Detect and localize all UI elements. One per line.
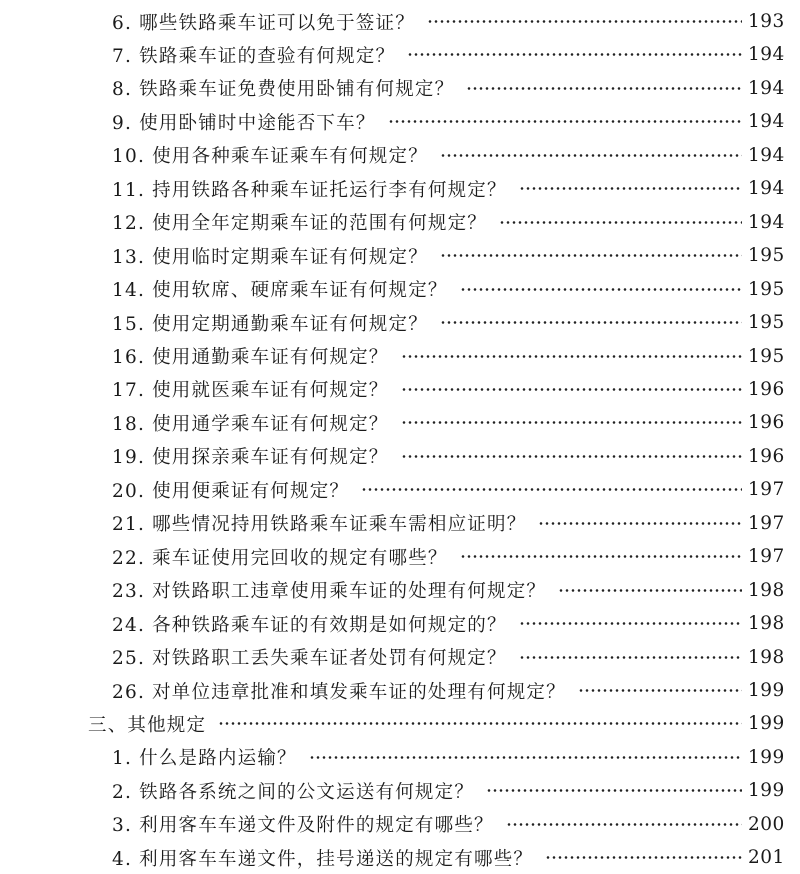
toc-entry — [0, 507, 800, 540]
dot-leader — [440, 239, 742, 272]
toc-entry — [0, 540, 800, 573]
toc-page-number: 199 — [748, 680, 785, 701]
toc-entry — [0, 5, 800, 38]
toc-entry-title: 2. 铁路各系统之间的公文运送有何规定？ — [112, 781, 475, 803]
dot-leader — [499, 206, 742, 239]
toc-page-number: 194 — [748, 211, 785, 233]
toc-entry — [0, 607, 800, 640]
dot-leader — [407, 38, 742, 71]
toc-entry-title: 25. 对铁路职工丢失乘车证者处罚有何规定？ — [112, 648, 507, 670]
toc-page-number: 198 — [748, 579, 785, 601]
toc-page-number: 194 — [748, 44, 785, 66]
dot-leader — [506, 808, 742, 841]
toc-entry-title: 23. 对铁路职工违章使用乘车证的处理有何规定？ — [112, 581, 547, 603]
dot-leader — [401, 406, 742, 439]
dot-leader — [401, 440, 742, 473]
toc-entry-title: 18. 使用通学乘车证有何规定？ — [112, 413, 389, 435]
toc-entry-title: 10. 使用各种乘车证乘车有何规定？ — [112, 146, 428, 168]
toc-entry — [0, 406, 800, 439]
toc-entry-title: 7. 铁路乘车证的查验有何规定？ — [112, 45, 396, 67]
toc-entry — [0, 239, 800, 272]
toc-page-number: 200 — [748, 813, 785, 835]
toc-entry — [0, 373, 800, 406]
toc-page-number: 199 — [748, 713, 785, 735]
dot-leader — [578, 674, 742, 707]
toc-entry-title: 1. 什么是路内运输？ — [112, 748, 297, 770]
toc-entry-title: 13. 使用临时定期乘车证有何规定？ — [112, 246, 428, 268]
toc-entry — [0, 38, 800, 71]
toc-page-number: 195 — [748, 345, 785, 367]
toc-entry-title: 17. 使用就医乘车证有何规定？ — [112, 380, 389, 402]
toc-entry — [0, 674, 800, 707]
dot-leader — [519, 172, 742, 205]
toc-entry-title: 8. 铁路乘车证免费使用卧铺有何规定？ — [112, 79, 455, 101]
dot-leader — [460, 540, 742, 573]
toc-entry-title: 24. 各种铁路乘车证的有效期是如何规定的？ — [112, 614, 507, 636]
toc-entry-title: 26. 对单位违章批准和填发乘车证的处理有何规定？ — [112, 681, 566, 703]
toc-page-number: 196 — [748, 412, 785, 434]
toc-page-number: 197 — [748, 546, 785, 568]
toc-section-heading — [0, 707, 800, 740]
dot-leader — [519, 607, 742, 640]
toc-entry-title: 4. 利用客车车递文件，挂号递送的规定有哪些？ — [112, 848, 534, 870]
toc-entry — [0, 808, 800, 841]
dot-leader — [545, 841, 742, 874]
toc-entry — [0, 273, 800, 306]
toc-page-number: 196 — [748, 378, 785, 400]
toc-entry-title: 20. 使用便乘证有何规定？ — [112, 480, 350, 502]
dot-leader — [558, 574, 742, 607]
toc-entry-title: 19. 使用探亲乘车证有何规定？ — [112, 447, 389, 469]
toc-entry — [0, 473, 800, 506]
toc-page-number: 195 — [748, 312, 785, 334]
toc-page-number: 198 — [748, 613, 785, 635]
dot-leader — [440, 306, 742, 339]
toc-entry — [0, 841, 800, 874]
toc-page-number: 199 — [748, 746, 785, 768]
toc-entry — [0, 105, 800, 138]
dot-leader — [388, 105, 742, 138]
dot-leader — [309, 741, 742, 774]
dot-leader — [440, 139, 742, 172]
toc-page-number: 195 — [748, 278, 785, 300]
toc-entry — [0, 741, 800, 774]
dot-leader — [466, 72, 742, 105]
toc-entry-title: 16. 使用通勤乘车证有何规定？ — [112, 347, 389, 368]
toc-entry — [0, 139, 800, 172]
dot-leader — [519, 641, 742, 674]
dot-leader — [486, 774, 742, 807]
toc-entry-title: 11. 持用铁路各种乘车证托运行李有何规定？ — [112, 179, 507, 201]
toc-entry-title: 22. 乘车证使用完回收的规定有哪些？ — [112, 547, 448, 569]
toc-page-number: 196 — [748, 445, 785, 467]
toc-entry — [0, 206, 800, 239]
toc-page-number: 201 — [748, 847, 785, 869]
dot-leader — [401, 373, 742, 406]
toc-entry — [0, 774, 800, 807]
toc-entry — [0, 72, 800, 105]
toc-entry — [0, 641, 800, 674]
toc-page-number: 194 — [748, 178, 785, 200]
toc-page-number: 197 — [748, 512, 785, 534]
toc-entry — [0, 340, 800, 373]
toc-entry-title: 15. 使用定期通勤乘车证有何规定？ — [112, 313, 428, 335]
toc-page-number: 194 — [748, 144, 785, 166]
toc-page-number: 198 — [748, 646, 785, 668]
toc-entry-title: 21. 哪些情况持用铁路乘车证乘车需相应证明？ — [112, 514, 527, 536]
toc-entry-title: 9. 使用卧铺时中途能否下车？ — [112, 112, 376, 134]
toc-entry-title: 三、其他规定 — [88, 714, 207, 736]
toc-page-number: 195 — [748, 245, 785, 267]
toc-entry-title: 12. 使用全年定期乘车证的范围有何规定？ — [112, 213, 488, 235]
toc-entry-title: 3. 利用客车车递文件及附件的规定有哪些？ — [112, 815, 494, 837]
dot-leader — [460, 273, 742, 306]
toc-page-number: 194 — [748, 111, 785, 133]
toc-page-number: 197 — [748, 479, 785, 501]
toc-page-number: 194 — [748, 77, 785, 99]
toc-entry — [0, 440, 800, 473]
toc-page-number: 193 — [748, 11, 785, 32]
toc-entry-title: 14. 使用软席、硬席乘车证有何规定？ — [112, 280, 448, 302]
toc-entry-title: 6. 哪些铁路乘车证可以免于签证？ — [112, 12, 415, 34]
dot-leader — [218, 707, 742, 740]
toc-entry — [0, 574, 800, 607]
dot-leader — [361, 473, 742, 506]
toc-entry — [0, 306, 800, 339]
toc-entry — [0, 172, 800, 205]
dot-leader — [427, 5, 742, 38]
dot-leader — [538, 507, 742, 540]
toc-page-number: 199 — [748, 780, 785, 802]
dot-leader — [401, 340, 742, 373]
